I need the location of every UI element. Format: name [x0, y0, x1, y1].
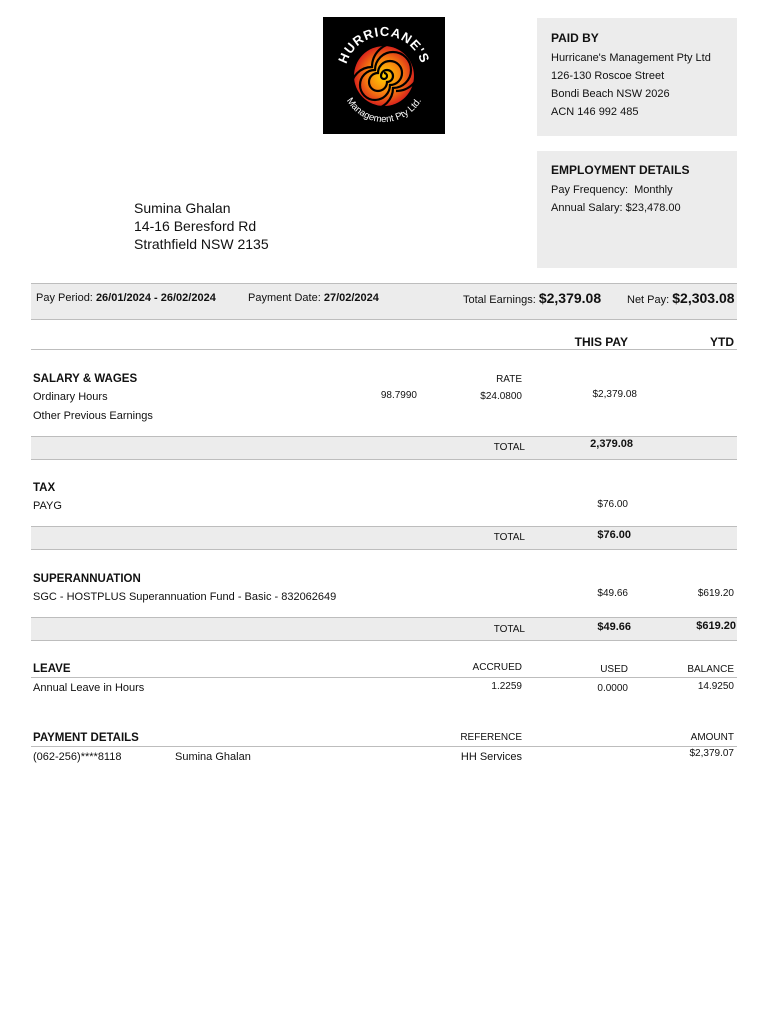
total-earnings-label: Total Earnings: — [463, 294, 536, 306]
payment-reference-header: REFERENCE — [460, 732, 522, 743]
annual-salary-value: $23,478.00 — [625, 202, 681, 214]
payment-amount-header: AMOUNT — [690, 732, 734, 743]
divider — [31, 677, 737, 678]
tax-row-this-pay: $76.00 — [597, 499, 628, 510]
rate-header: RATE — [496, 374, 522, 385]
salary-total-label: TOTAL — [493, 442, 525, 453]
employee-name: Sumina Ghalan — [134, 200, 231, 216]
tax-section-title: TAX — [33, 482, 56, 494]
net-pay-label: Net Pay: — [627, 294, 670, 306]
employment-details-box — [537, 151, 737, 268]
paid-by-line: 126-130 Roscoe Street — [551, 70, 665, 82]
paid-by-line: ACN 146 992 485 — [551, 106, 639, 118]
pay-frequency-value: Monthly — [634, 184, 673, 196]
divider — [31, 746, 737, 747]
pay-period — [36, 292, 216, 304]
leave-row-used: 0.0000 — [597, 683, 628, 694]
pay-period-label: Pay Period: — [36, 292, 93, 304]
salary-total-this-pay: 2,379.08 — [590, 438, 633, 450]
payment-date — [248, 292, 379, 304]
salary-row-this-pay: $2,379.08 — [592, 389, 637, 400]
net-pay — [627, 290, 735, 306]
employee-address — [134, 199, 269, 253]
paid-by-line: Bondi Beach NSW 2026 — [551, 88, 670, 100]
company-logo — [323, 17, 445, 134]
annual-salary-label: Annual Salary: — [551, 202, 623, 214]
employee-street: 14-16 Beresford Rd — [134, 218, 257, 234]
salary-row-label: Other Previous Earnings — [33, 410, 153, 422]
paid-by-box — [537, 18, 737, 136]
salary-row-label: Ordinary Hours — [33, 391, 108, 403]
super-total-this-pay: $49.66 — [597, 621, 631, 633]
leave-row-balance: 14.9250 — [697, 681, 734, 692]
leave-row-label: Annual Leave in Hours — [33, 682, 145, 694]
paid-by-line: Hurricane's Management Pty Ltd — [551, 52, 711, 64]
tax-total-label: TOTAL — [493, 532, 525, 543]
super-row-this-pay: $49.66 — [597, 588, 628, 599]
payment-row-name: Sumina Ghalan — [175, 751, 251, 763]
super-total-ytd: $619.20 — [696, 620, 736, 632]
super-row-ytd: $619.20 — [697, 588, 734, 599]
salary-section-title: SALARY & WAGES — [33, 373, 138, 385]
employment-title: EMPLOYMENT DETAILS — [551, 163, 690, 177]
payment-section-title: PAYMENT DETAILS — [33, 732, 139, 744]
super-section-title: SUPERANNUATION — [33, 573, 141, 585]
ytd-header: YTD — [710, 335, 734, 349]
divider — [31, 349, 737, 350]
paid-by-title: PAID BY — [551, 31, 599, 45]
payment-date-label: Payment Date: — [248, 292, 321, 304]
employee-city: Strathfield NSW 2135 — [134, 236, 269, 252]
tax-total-this-pay: $76.00 — [597, 529, 631, 541]
super-row-label: SGC - HOSTPLUS Superannuation Fund - Basic - 832062649 — [33, 591, 337, 603]
total-earnings — [463, 290, 601, 306]
logo-text-top: HURRICANE'S — [335, 23, 433, 66]
logo-text-bottom: Management Pty Ltd. — [344, 95, 424, 126]
leave-balance-header: BALANCE — [687, 664, 734, 675]
net-pay-value: $2,303.08 — [672, 290, 735, 306]
super-total-label: TOTAL — [493, 624, 525, 635]
total-earnings-value: $2,379.08 — [538, 290, 602, 306]
leave-accrued-header: ACCRUED — [472, 662, 522, 673]
tax-row-label: PAYG — [33, 500, 62, 512]
payment-row-reference: HH Services — [460, 751, 522, 763]
super-total-band — [31, 617, 737, 641]
payment-date-value: 27/02/2024 — [323, 292, 379, 304]
salary-row-hours: 98.7990 — [380, 390, 417, 401]
pay-frequency-label: Pay Frequency: — [551, 184, 629, 196]
salary-row-rate: $24.0800 — [480, 391, 522, 402]
this-pay-header: THIS PAY — [574, 335, 628, 349]
tax-total-band — [31, 526, 737, 550]
leave-row-accrued: 1.2259 — [491, 681, 522, 692]
leave-section-title: LEAVE — [33, 663, 71, 675]
hurricane-spiral-logo — [323, 17, 445, 134]
leave-used-header: USED — [600, 664, 628, 675]
pay-period-value: 26/01/2024 - 26/02/2024 — [95, 292, 216, 304]
payment-row-account: (062-256)****8118 — [33, 751, 122, 763]
payment-row-amount: $2,379.07 — [689, 748, 734, 759]
